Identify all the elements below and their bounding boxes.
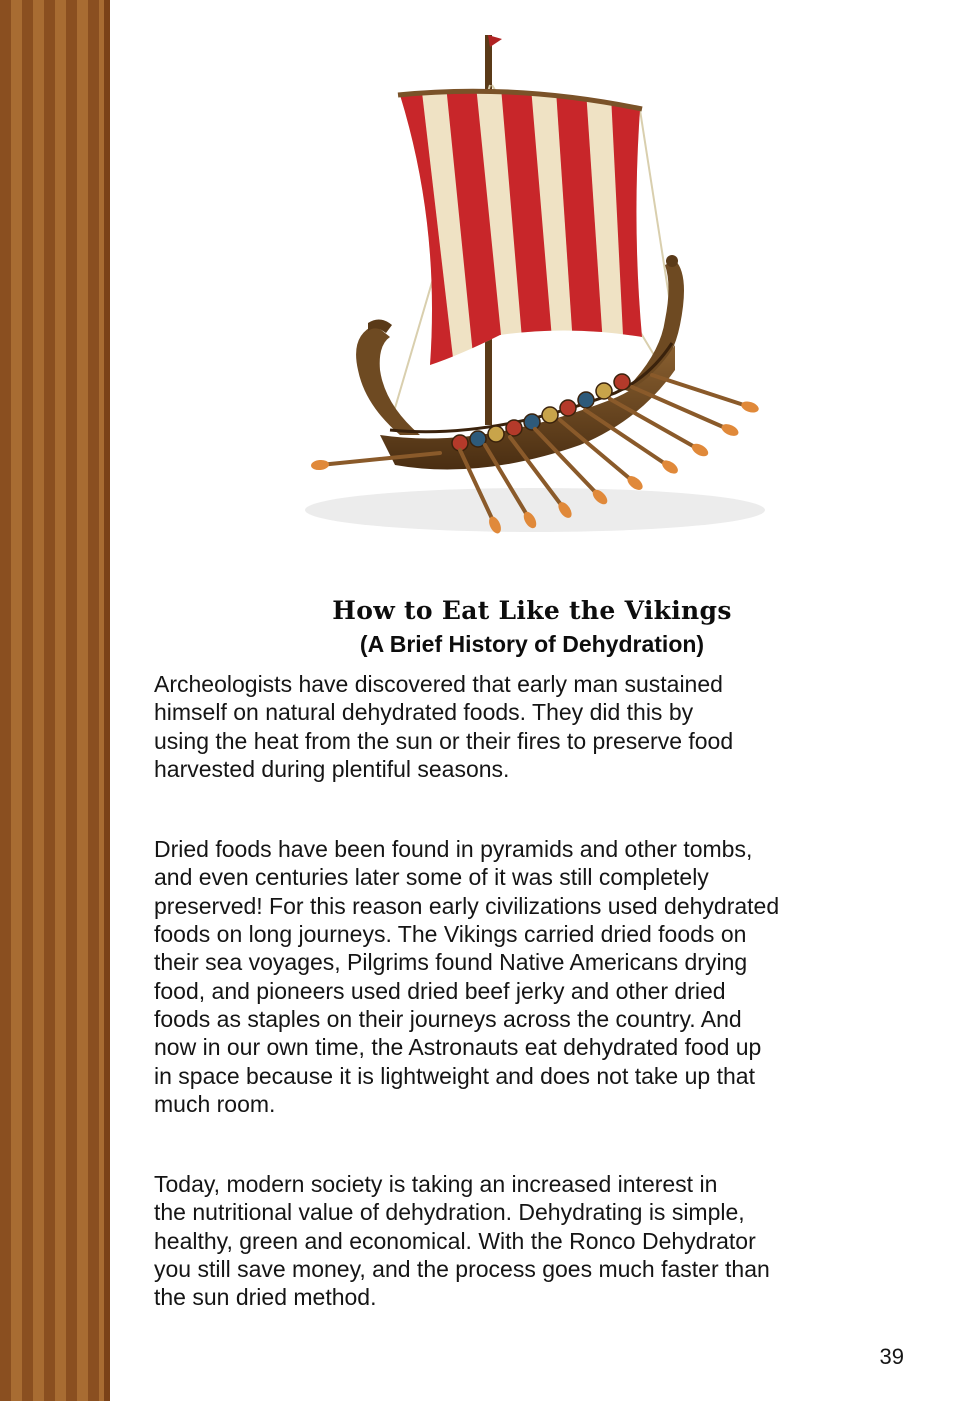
paragraph-3: Today, modern society is taking an increased interest in the nutritional value of dehydration. Dehydrating is simple, healthy, green and economical. With the Ronco Dehydrator you still save money, and the process goes much faster than the sun dried method. (154, 1171, 770, 1311)
page-number: 39 (879, 1344, 904, 1369)
decorative-side-stripes (0, 0, 110, 1401)
viking-longship-icon (280, 25, 780, 545)
paragraph-1: Archeologists have discovered that early man sustained himself on natural dehydrated foods. They did this by using the heat from the sun or their fires to preserve food harvested during plentiful seasons. (154, 671, 734, 782)
page-title: How to Eat Like the Vikings (332, 596, 732, 625)
page-subtitle: (A Brief History of Dehydration) (359, 631, 705, 657)
paragraph-2: Dried foods have been found in pyramids and other tombs, and even centuries later some of it was still completely preserved! For this reason early civilizations used dehydrated foods on long journeys. The Vikings carried dried foods on their sea voyages, Pilgrims found Native Americans drying food, and pioneers used dried beef jerky and other dried foods as staples on their journeys across the country. And now in our own time, the Astronauts eat dehydrated food up in space because it is lightweight and does not take up that much room. (154, 836, 780, 1117)
article-body (154, 670, 894, 1364)
